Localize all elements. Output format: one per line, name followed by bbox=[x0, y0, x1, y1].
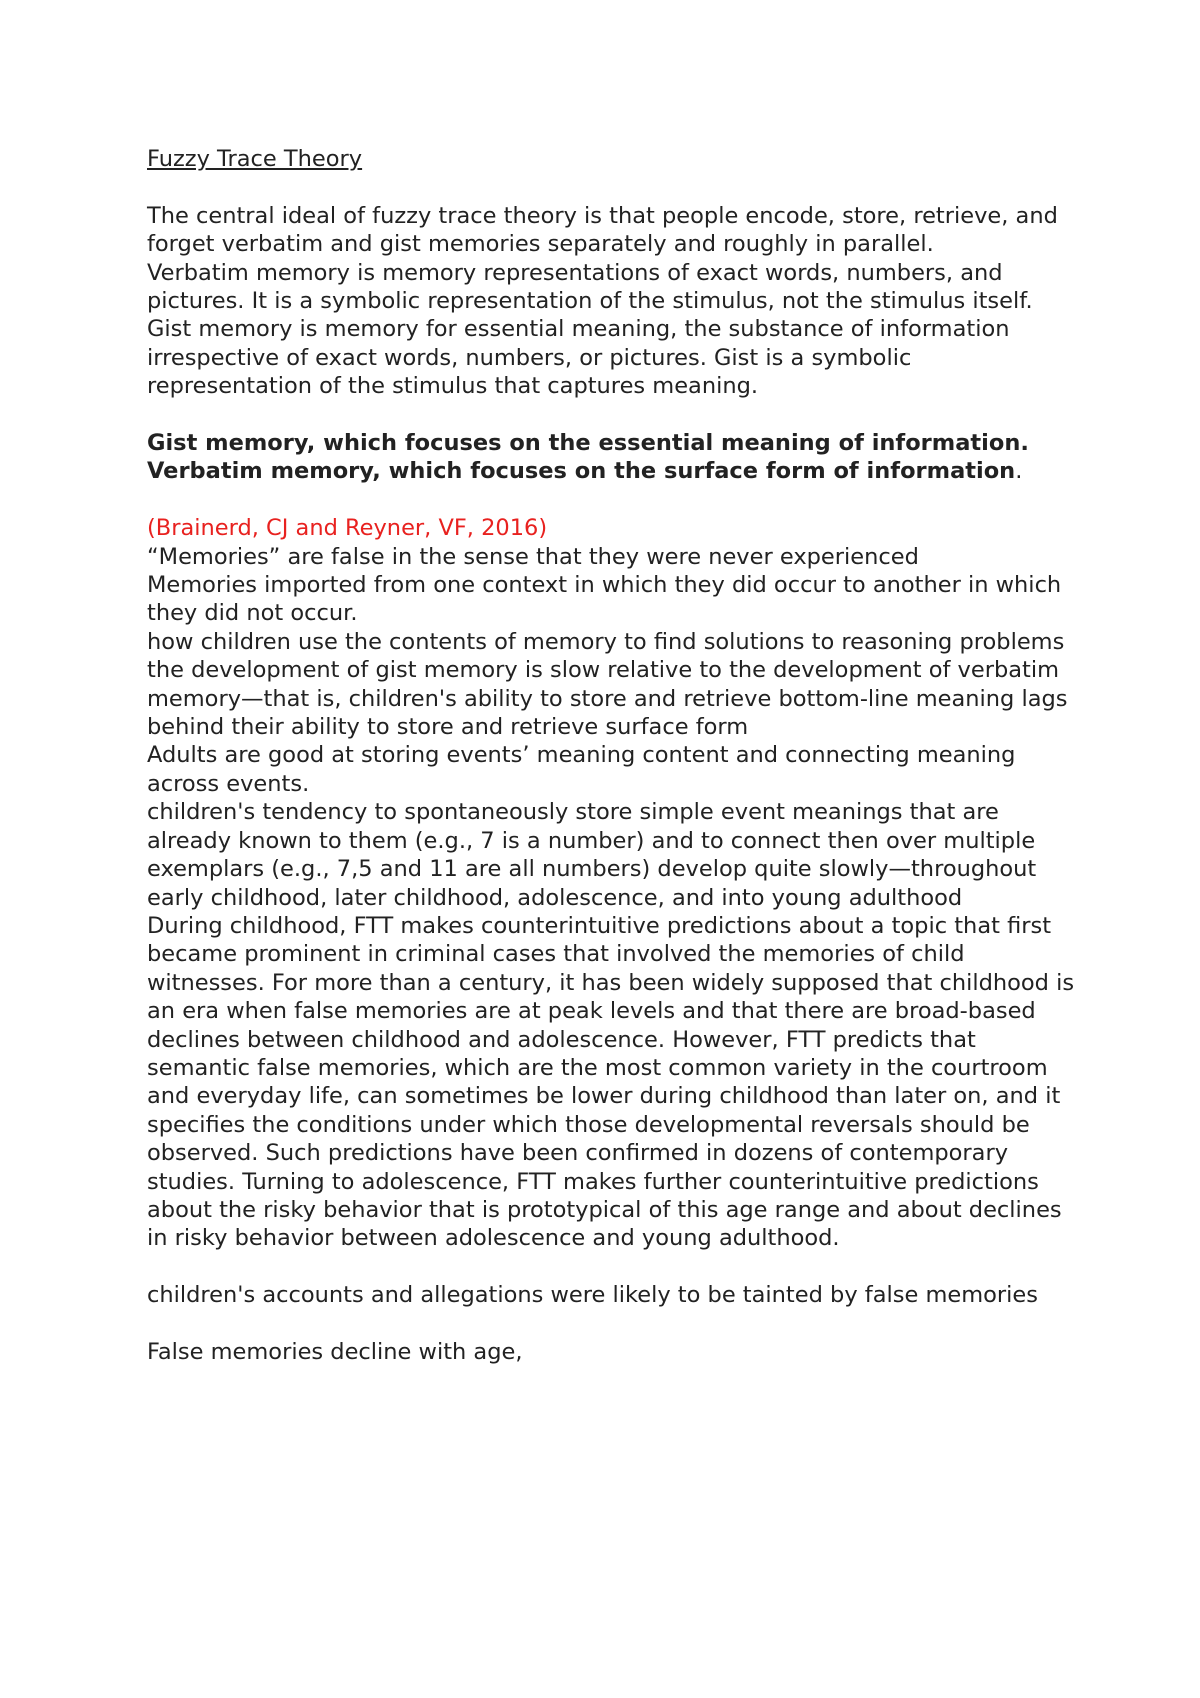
summary-bold-text: Gist memory, which focuses on the essential meaning of information. Verbatim memory, which focuses on the surface form of information bbox=[147, 430, 1029, 485]
summary-period: . bbox=[1015, 458, 1023, 485]
note-line: how children use the contents of memory to find solutions to reasoning problems bbox=[147, 628, 1065, 655]
closing-line: False memories decline with age, bbox=[147, 1338, 523, 1365]
spacer bbox=[147, 173, 1077, 201]
spacer bbox=[147, 401, 1077, 429]
note-line: “Memories” are false in the sense that they were never experienced bbox=[147, 543, 919, 570]
citation: (Brainerd, CJ and Reyner, VF, 2016) bbox=[147, 515, 548, 542]
intro-paragraph: The central ideal of fuzzy trace theory is that people encode, store, retrieve, and forget verbatim and gist memories separately and roughly in parallel. bbox=[147, 202, 1058, 258]
note-line: children's tendency to spontaneously store simple event meanings that are already known to them (e.g., 7 is a number) and to connect then over multiple exemplars (e.g., 7,5 and 11 are all numbers) develop quite slowly—throughout early childhood, later childhood, adolescence, and into young adulthood bbox=[147, 799, 1037, 911]
document-body bbox=[147, 145, 1077, 1366]
gist-definition: Gist memory is memory for essential meaning, the substance of information irrespective of exact words, numbers, or pictures. Gist is a symbolic representation of the stimulus that captures meaning. bbox=[147, 316, 1010, 400]
spacer bbox=[147, 486, 1077, 514]
verbatim-definition: Verbatim memory is memory representations of exact words, numbers, and pictures. It is a symbolic representation of the stimulus, not the stimulus itself. bbox=[147, 259, 1033, 315]
summary-paragraph bbox=[147, 429, 1077, 486]
spacer bbox=[147, 1253, 1077, 1281]
spacer bbox=[147, 1310, 1077, 1338]
closing-line: children's accounts and allegations were likely to be tainted by false memories bbox=[147, 1282, 1038, 1309]
note-line: Adults are good at storing events’ meaning content and connecting meaning across events. bbox=[147, 742, 1016, 797]
note-line: Memories imported from one context in which they did occur to another in which they did not occur. bbox=[147, 572, 1062, 627]
note-paragraph-ftt: During childhood, FTT makes counterintuitive predictions about a topic that first became prominent in criminal cases that involved the memories of child witnesses. For more than a century, it has been widely supposed that childhood is an era when false memories are at peak levels and that there are broad-based declines between childhood and adolescence. However, FTT predicts that semantic false memories, which are the most common variety in the courtroom and everyday life, can sometimes be lower during childhood than later on, and it specifies the conditions under which those developmental reversals should be observed. Such predictions have been confirmed in dozens of contemporary studies. Turning to adolescence, FTT makes further counterintuitive predictions about the risky behavior that is prototypical of this age range and about declines in risky behavior between adolescence and young adulthood. bbox=[147, 912, 1075, 1252]
note-line: the development of gist memory is slow relative to the development of verbatim memory—that is, children's ability to store and retrieve bottom-line meaning lags behind their ability to store and retrieve surface form bbox=[147, 657, 1068, 741]
document-title: Fuzzy Trace Theory bbox=[147, 146, 363, 172]
